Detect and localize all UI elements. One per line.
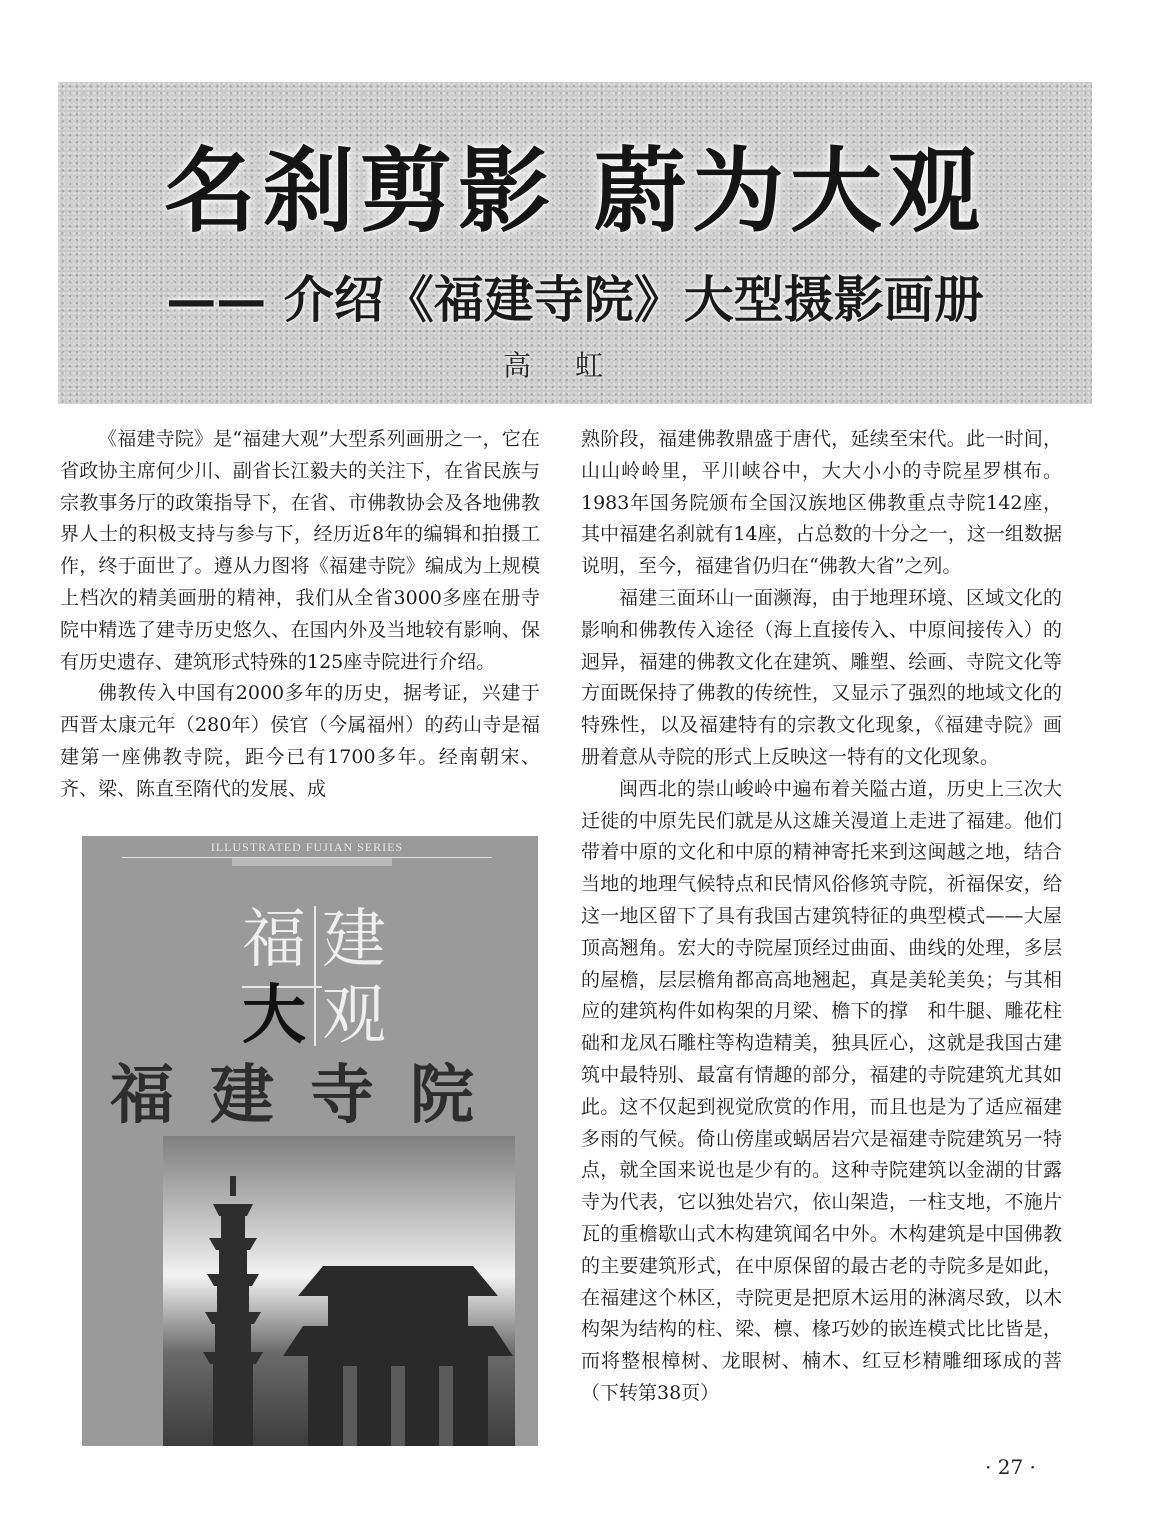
cover-book-title: 福建寺院 xyxy=(110,1058,510,1133)
paragraph: 福建三面环山一面濒海，由于地理环境、区域文化的影响和佛教传入途径（海上直接传入、中原间接传入）的迥异，福建的佛教文化在建筑、雕塑、绘画、寺院文化等方面既保持了佛教的传统性，又显示了强烈的地域文化的特殊性，以及福建特有的宗教文化现象，《福建寺院》画册着意从寺院的形式上反映这一特有的文化现象。 xyxy=(581,586,1062,768)
paragraph: 闽西北的崇山峻岭中遍布着关隘古道，历史上三次大迁徙的中原先民们就是从这雄关漫道上走进了福建。他们带着中原的文化和中原的精神寄托来到这闽越之地，结合当地的地理气候特点和民情风俗修筑寺院，祈福保安，给这一地区留下了具有我国古建筑特征的典型模式——大屋顶高翘角。宏大的寺院屋顶经过曲面、曲线的处理，多层的屋檐，层层檐角都高高地翘起，真是美轮美奂；与其相应的建筑构件如构架的月梁、檐下的撑 和牛腿、雕花柱础和龙凤石雕柱等构造精美，独具匠心，这就是我国古建筑中最特别、最富有情趣的部分，福建的寺院建筑尤其如此。这不仅起到视觉欣赏的作用，而且也是为了适应福建多雨的气候。倚山傍崖或蜗居岩穴是福建寺院建筑另一特点，就全国来说也是少有的。这种寺院建筑以金湖的甘露寺为代表，它以独处岩穴，依山架造，一柱支地，不施片瓦的重檐歇山式木构建筑闻名中外。木构建筑是中国佛教的主要建筑形式，在中原保留的最古老的寺院多是如此，在福建这个林区，寺院更是把原木运用的淋漓尽致，以木构架为结构的柱、梁、檩、椽巧妙的嵌连模式比比皆是，而将整根樟树、龙眼树、楠木、红豆杉精雕细琢成的菩（下转第38页） xyxy=(581,777,1062,1404)
logo-char: 福 xyxy=(242,903,306,977)
right-column xyxy=(581,424,1062,1410)
temple-illustration xyxy=(283,1226,513,1446)
series-sublabel-bar xyxy=(232,858,392,866)
article-title: 名刹剪影 蔚为大观 xyxy=(163,138,987,245)
left-column xyxy=(60,424,540,806)
logo-char: 大 xyxy=(242,978,306,1053)
article-subtitle: —— 介绍《福建寺院》大型摄影画册 xyxy=(166,271,984,329)
logo-char: 建 xyxy=(322,903,386,977)
logo-divider-vertical xyxy=(314,906,316,1046)
page-number: · 27 · xyxy=(985,1455,1036,1479)
logo-char: 观 xyxy=(322,979,386,1053)
paragraph: 《福建寺院》是“福建大观”大型系列画册之一，它在省政协主席何少川、副省长江毅夫的关注下，在省民族与宗教事务厅的政策指导下，在省、市佛教协会及各地佛教界人士的积极支持与参与下，经历近8年的编辑和拍摄工作，终于面世了。遵从力图将《福建寺院》编成为上规模上档次的精美画册的精神，我们从全省3000多座在册寺院中精选了建寺历史悠久、在国内外及当地较有影响、保有历史遗存、建筑形式特殊的125座寺院进行介绍。 xyxy=(60,428,540,673)
paragraph: 熟阶段，福建佛教鼎盛于唐代，延续至宋代。此一时间，山山岭岭里，平川峡谷中，大大小小的寺院星罗棋布。1983年国务院颁布全国汉族地区佛教重点寺院142座，其中福建名刹就有14座，占总数的十分之一，这一组数据说明，至今，福建省仍归在“佛教大省”之列。 xyxy=(581,428,1062,578)
article-author: 高虹 xyxy=(502,349,647,382)
header-banner xyxy=(58,82,1092,404)
series-label: ILLUSTRATED FUJIAN SERIES xyxy=(122,840,492,858)
paragraph: 佛教传入中国有2000多年的历史，据考证，兴建于西晋太康元年（280年）侯官（今属福州）的药山寺是福建第一座佛教寺院，距今已有1700多年。经南朝宋、齐、梁、陈直至隋代的发展、成 xyxy=(60,682,540,800)
temple-photo xyxy=(163,1136,515,1446)
book-cover-image xyxy=(82,836,538,1446)
pagoda-illustration xyxy=(203,1176,263,1446)
